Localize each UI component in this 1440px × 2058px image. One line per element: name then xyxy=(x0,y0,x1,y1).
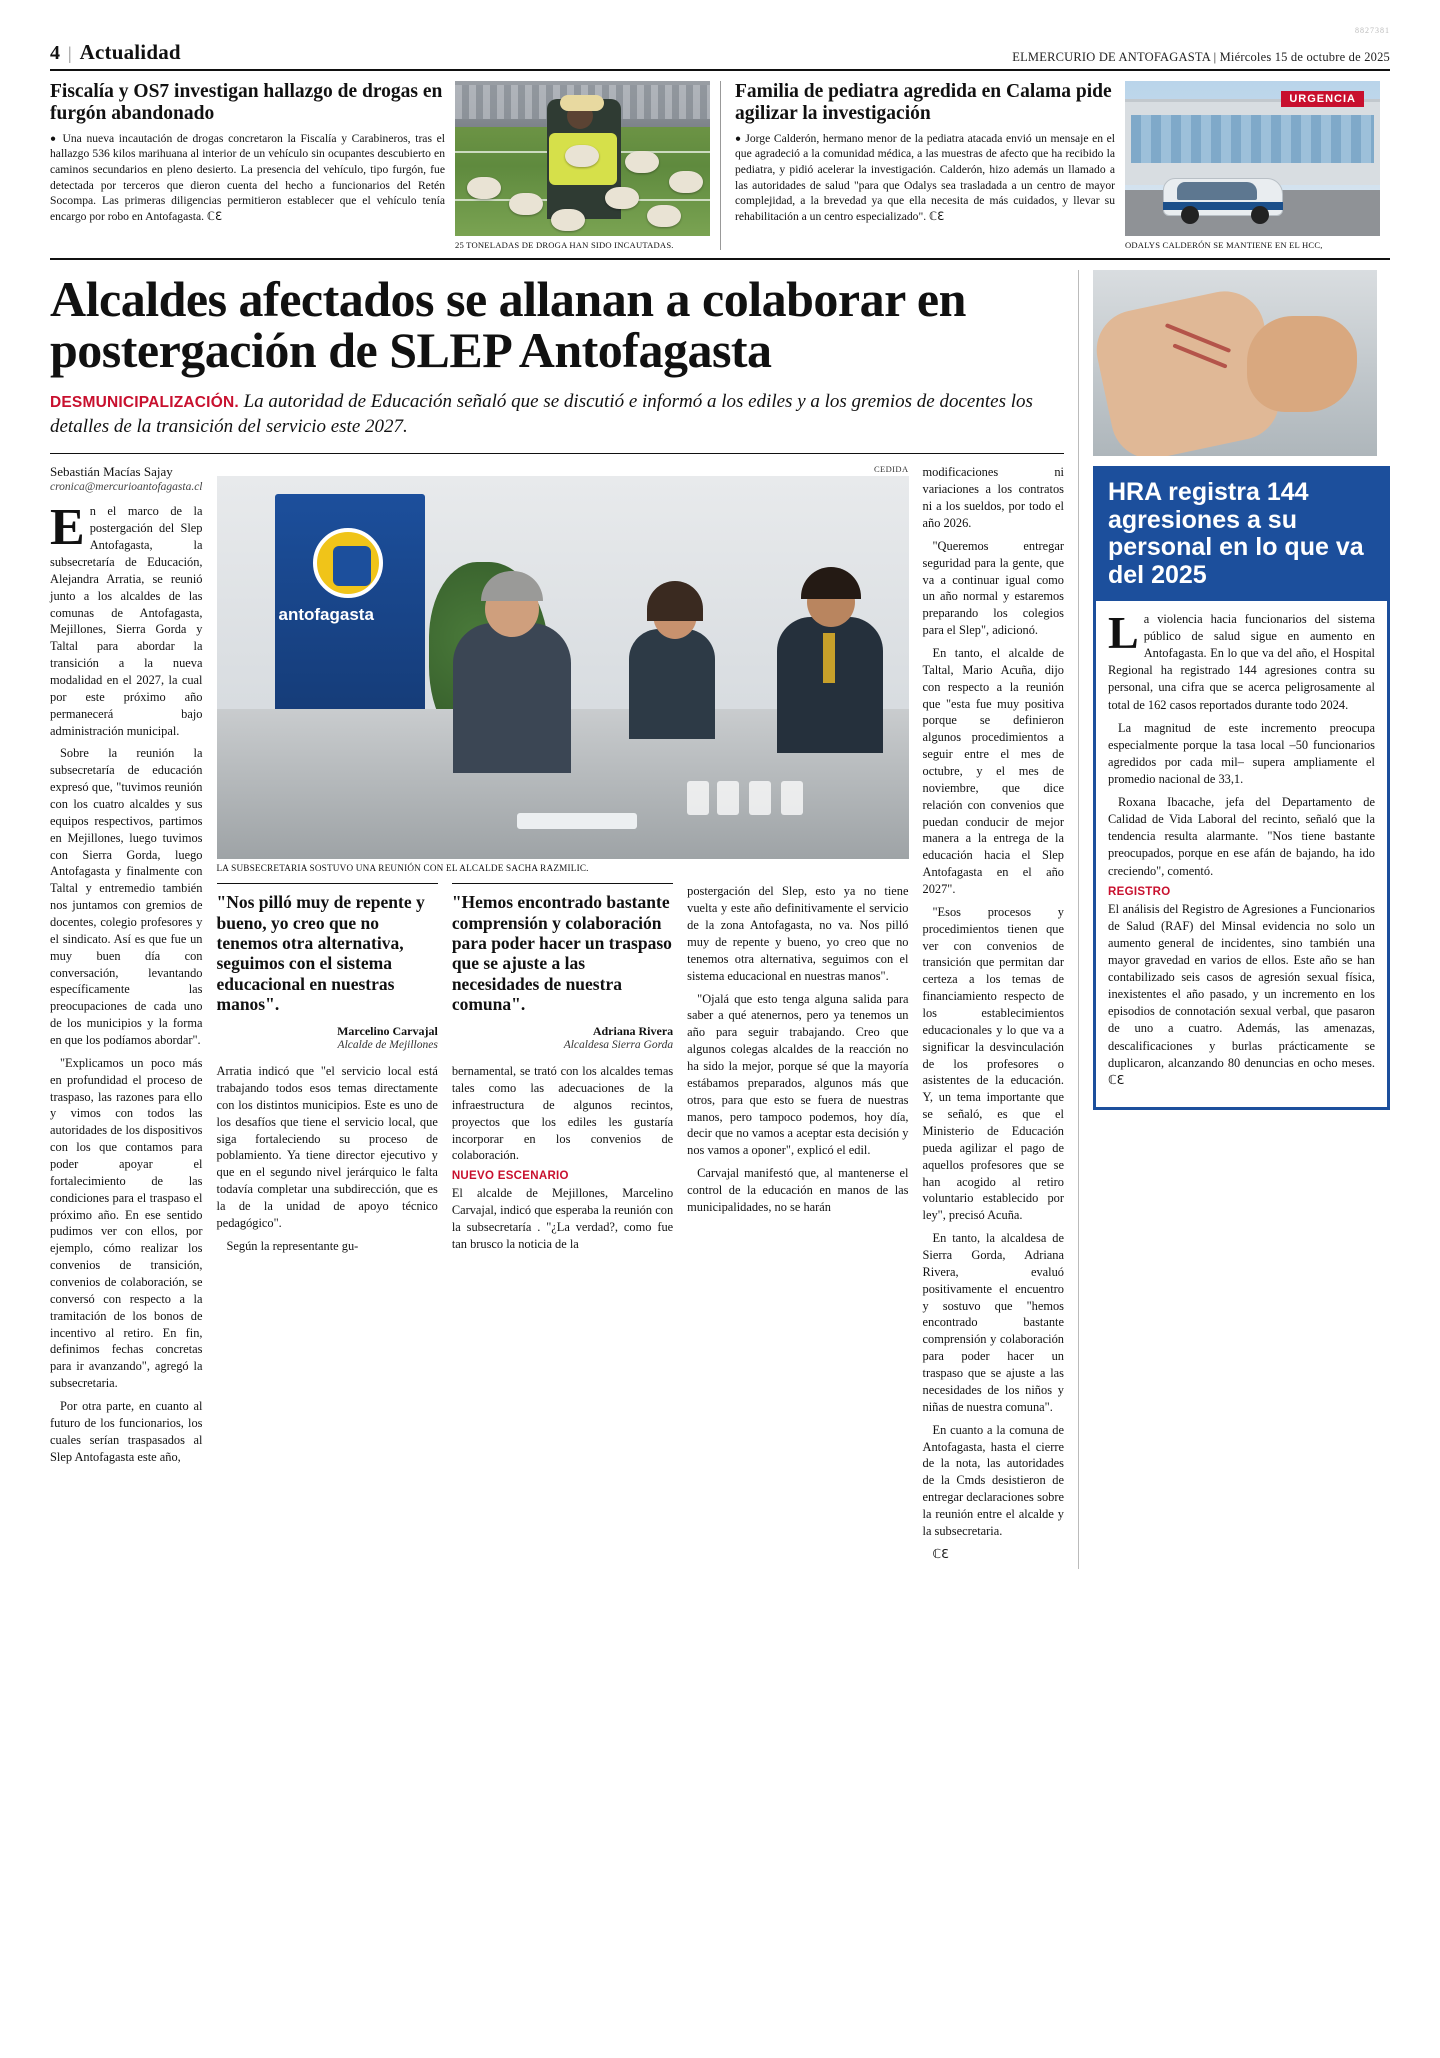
top-briefs xyxy=(50,81,1390,260)
brief-figure xyxy=(1125,81,1380,250)
arm-scratches-photo xyxy=(1093,270,1377,456)
story-deck xyxy=(50,390,1064,454)
pull-quote-text: "Hemos encontrado bastante comprensión y colaboración para poder hacer un traspaso que se ajuste a las necesidades de nuestra comuna". xyxy=(451,892,672,1014)
hospital-emergency-entrance-photo xyxy=(1125,81,1380,236)
pull-quote xyxy=(452,883,673,1254)
brief-figure xyxy=(455,81,710,250)
paragraph: En tanto, la alcaldesa de Sierra Gorda, Adriana Rivera, evaluó positivamente el encuentro y sostuvo que "hemos encontrado bastante comprensión y colaboración para poder hacer un traspaso que se ajuste a las necesidades de los niños y niñas de nuestra comuna". xyxy=(922,1231,1064,1414)
pull-quote-name: Adriana Rivera xyxy=(592,1024,674,1039)
banner-text: antofagasta xyxy=(278,605,374,625)
pull-quote-role: Alcalde de Mejillones xyxy=(337,1039,438,1052)
paragraph xyxy=(1108,901,1375,1089)
section-subhead: NUEVO ESCENARIO xyxy=(451,1170,569,1183)
meeting-photo xyxy=(217,476,909,859)
bullet-icon: ● xyxy=(50,133,58,145)
photo-credit: CEDIDA xyxy=(873,464,909,475)
brief-body-text: Una nueva incautación de drogas concretaron la Fiscalía y Carabineros, tras el hallazgo 536 kilos marihuana al interior de un vehículo sin ocupantes descubierto en caminos secundarios en pleno desierto. La presencia del vehículo, tipo furgón, fue detectada por terceros que dieron cuenta del hecho a funcionarios del Retén Socompa. Las primeras diligencias permitieron establecer que el vehículo tenía encargo por robo en Antofagasta. xyxy=(50,131,445,223)
paragraph: "Esos procesos y procedimientos tienen que ver con convenios de transición que permitan dar certeza a los temas de financiamiento respecto de los establecimientos educacionales y lo que va a significar la desvinculación de los profesores o asistentes de la educación. Y, un tema importante que se señaló, es que el Ministerio de Educación pueda agilizar el pago de aquellos profesores que se han acogido al retiro voluntario establecido por ley", precisó Acuña. xyxy=(922,904,1064,1223)
page-title: Alcaldes afectados se allanan a colaborar en postergación de SLEP Antofagasta xyxy=(50,271,966,378)
paragraph: Roxana Ibacache, jefa del Departamento de Calidad de Vida Laboral del recinto, señaló que la tendencia resulta alarmante. "Nos tiene bastante preocupados, porque en ese afán de bajando, ha ido creciendo", comentó. xyxy=(1108,795,1375,878)
emergency-sign: URGENCIA xyxy=(1281,91,1364,107)
end-mark: ℂℇ xyxy=(1108,1072,1125,1087)
paragraph: El alcalde de Mejillones, Marcelino Carvajal, indicó que esperaba la reunión con la subsecretaría . "¿La verdad?, como fue tan brusco la noticia de la xyxy=(451,1186,674,1251)
brief-body-text: Jorge Calderón, hermano menor de la pediatra atacada envió un mensaje en el que agradeció a la comunidad médica, a las muestras de afecto que ha recibido la pediatra, y pidió acelerar la investigación. Calderón, hizo además un llamado a las autoridades de salud "para que Odalys sea trasladada a un centro de mayor complejidad, a la brevedad ya que ella necesita de más cuidados, y llevar su rehabilitación a un centro especializado". xyxy=(735,131,1115,223)
sidebar-subhead: REGISTRO xyxy=(1108,885,1171,898)
page-code: 8827381 xyxy=(1355,26,1390,35)
story-column-3 xyxy=(687,883,908,1254)
paragraph: postergación del Slep, esto ya no tiene vuelta y este año definitivamente el servicio de la zona Antofagasta, no va. Nos pilló muy de repente y bueno, yo creo que no tenemos otra alternativa, seguimos con el sistema educacional en nuestras manos". xyxy=(687,884,909,983)
photo-caption: LA SUBSECRETARIA SOSTUVO UNA REUNIÓN CON EL ALCALDE SACHA RAZMILIC. xyxy=(216,863,589,874)
byline-author: Sebastián Macías Sajay xyxy=(50,464,173,480)
end-mark: ℂℇ xyxy=(206,209,223,223)
paragraph: "Ojalá que esto tenga alguna salida para saber a qué atenernos, pero ya tenemos un año para seguir trabajando. Creo que algunos colegas alcaldes de la reacción no ha sido la mejor, porque sé que la mayoría estábamos preparados, algunos más que otros, para que esto se fuera de nuestras manos, pero tampoco podemos, hoy día, decir que no vamos a aceptar esta decisión y nos vamos a oponer", explicó el edil. xyxy=(687,991,909,1158)
paragraph: La violencia hacia funcionarios del sistema público de salud sigue en aumento en Antofagasta. En lo que va del año, el Hospital Regional ha registrado 144 agresiones contra su personal, una cifra que se acerca peligrosamente al total de 162 casos reportados durante todo 2024. xyxy=(1108,607,1375,712)
main-story xyxy=(50,270,1078,1569)
story-column-1 xyxy=(50,464,203,1568)
sidebar-title: HRA registra 144 agresiones a su personal en lo que va del 2025 xyxy=(1096,469,1387,601)
sidebar-story xyxy=(1078,270,1390,1569)
section-title: Actualidad xyxy=(79,40,181,64)
masthead-separator: | xyxy=(68,43,72,63)
paragraph: Carvajal manifestó que, al mantenerse el control de la educación en manos de las municipalidades, no se harán xyxy=(687,1166,909,1214)
paragraph: bernamental, se trató con los alcaldes temas tales como las adecuaciones de la infraestructura de algunos recintos, proyectos que los ediles les gustaría incorporar en los convenios de colaboración. xyxy=(451,1064,674,1163)
paragraph-text: El análisis del Registro de Agresiones a Funcionarios de Salud (RAF) del Minsal evidencia no solo un aumento general de incidentes, sino también una mayor gravedad en varios de ellos. Este año se han contabilizado seis casos de agresión sexual física, inexistentes el año pasado, y un incremento en los episodios de connotación sexual verbal, que pasaron de uno a cuatro. Además, las amenazas, descalificaciones y burlas prácticamente se duplicaron, alcanzando 80 denuncias en ocho meses. xyxy=(1108,901,1375,1070)
paragraph: En tanto, el alcalde de Taltal, Mario Acuña, dijo con respecto a la reunión que "esta fue muy positiva porque se definieron algunos procedimientos a seguir entre el mes de octubre, y el mes de noviembre, que dice relación con convenios que puedan conducir de mejor manera a la entrega de la educación hacia el Slep Antofagasta en el año 2027". xyxy=(922,645,1064,896)
publication-name: ELMERCURIO DE ANTOFAGASTA xyxy=(1012,50,1211,64)
brief-item xyxy=(50,81,720,250)
brief-title: Familia de pediatra agredida en Calama pide agilizar la investigación xyxy=(735,81,1112,124)
brief-body xyxy=(735,131,1115,225)
page-number: 4 xyxy=(50,42,60,64)
bullet-icon: ● xyxy=(735,133,742,145)
brief-caption: 25 TONELADAS DE DROGA HAN SIDO INCAUTADAS. xyxy=(455,240,674,250)
story-column-2 xyxy=(923,464,1065,1568)
brief-item xyxy=(720,81,1390,250)
issue-date: | Miércoles 15 de octubre de 2025 xyxy=(1213,50,1390,64)
paragraph: Por otra parte, en cuanto al futuro de los funcionarios, los cuales serían traspasados al Slep Antofagasta este año, xyxy=(50,1399,203,1464)
pull-quote-role: Alcaldesa Sierra Gorda xyxy=(563,1039,674,1052)
end-mark: ℂℇ xyxy=(932,1546,949,1561)
pull-quote-text: "Nos pilló muy de repente y bueno, yo creo que no tenemos otra alternativa, seguimos con el sistema educacional en nuestras manos". xyxy=(216,892,425,1014)
paragraph: Según la representante gu- xyxy=(226,1238,359,1253)
deck-text: La autoridad de Educación señaló que se discutió e informó a los ediles y a los gremios de docentes los detalles de la transición del servicio este 2027. xyxy=(50,391,1033,437)
brief-body xyxy=(50,131,445,225)
pull-quote-name: Marcelino Carvajal xyxy=(337,1024,438,1039)
newspaper-page xyxy=(50,26,1390,1561)
paragraph xyxy=(923,1546,1065,1563)
brief-title: Fiscalía y OS7 investigan hallazgo de drogas en furgón abandonado xyxy=(50,81,443,124)
masthead xyxy=(50,26,1390,71)
paragraph: "Queremos entregar seguridad para la gente, que va a continuar igual como un año normal y estaremos preparando los colegios para el Slep", adicionó. xyxy=(922,538,1064,638)
paragraph: Sobre la reunión la subsecretaría de educación expresó que, "tuvimos reunión con los cuatro alcaldes y sus equipos respectivos, partimos en Mejillones, luego tuvimos con Sierra Gorda, luego Antofagasta y finalmente con Taltal y entremedio también nos juntamos con gremios de docentes, colegio profesores y el sindicato. Así es que fue un muy buen día con conversación, levantando específicamente las preocupaciones de cada uno de los municipios y la forma en que los podíamos abordar". xyxy=(50,746,203,1048)
deck-kicker: DESMUNICIPALIZACIÓN. xyxy=(50,394,239,411)
paragraph: La magnitud de este incremento preocupa especialmente porque la tasa local –50 funcionarios agredidos por cada mil– supera ampliamente el promedio nacional de 33,1. xyxy=(1108,720,1375,786)
byline-email[interactable]: cronica@mercurioantofagasta.cl xyxy=(50,481,203,494)
main-figure xyxy=(217,464,909,1568)
paragraph: "Explicamos un poco más en profundidad el proceso de traspaso, las razones para ello y vimos con todos las autoridades de los dispositivos con los que contamos para poder apoyar el fortalecimiento de las condiciones para el traspaso el próximo año. En ese sentido pudimos ver con ellos, por ejemplo, cómo realizar los convenios de transición, convenios de colaboración, se conversó con respecto a la tramitación de los bonos de incentivo al retiro. En fin, definimos fechas concretas para ir avanzando", agregó la subsecretaria. xyxy=(50,1055,203,1391)
paragraph: En cuanto a la comuna de Antofagasta, hasta el cierre de la nota, las autoridades de la Cmds desistieron de entregar declaraciones sobre la reunión entre el alcalde y la subsecretaria. xyxy=(922,1422,1064,1538)
end-mark: ℂℇ xyxy=(929,209,945,223)
brief-caption: ODALYS CALDERÓN SE MANTIENE EN EL HCC, xyxy=(1125,240,1323,250)
paragraph: Arratia indicó que "el servicio local está trabajando todos esos temas directamente con los distintos municipios. Este es uno de los desafíos que tiene el servicio local, que siga fortaleciendo su proceso de poblamiento. Ya tiene director ejecutivo y que en el segundo nivel jerárquico le falta todavía completar una subdirección, que es la de la unidad de apoyo técnico pedagógico". xyxy=(216,1064,438,1230)
paragraph: En el marco de la postergación del Slep Antofagasta, la subsecretaría de Educación, Alejandra Arratia, se reunió junto a los alcaldes de las comunas de Antofagasta, Mejillones, Sierra Gorda y Taltal para abordar la transición a la nueva modalidad en el 2027, la cual por este próximo año permanecerá bajo administración municipal. xyxy=(50,499,203,738)
pull-quote xyxy=(217,883,438,1254)
paragraph: modificaciones ni variaciones a los contratos ni a los sueldos, por todo el año 2026. xyxy=(922,465,1064,530)
police-drug-seizure-photo xyxy=(455,81,710,236)
